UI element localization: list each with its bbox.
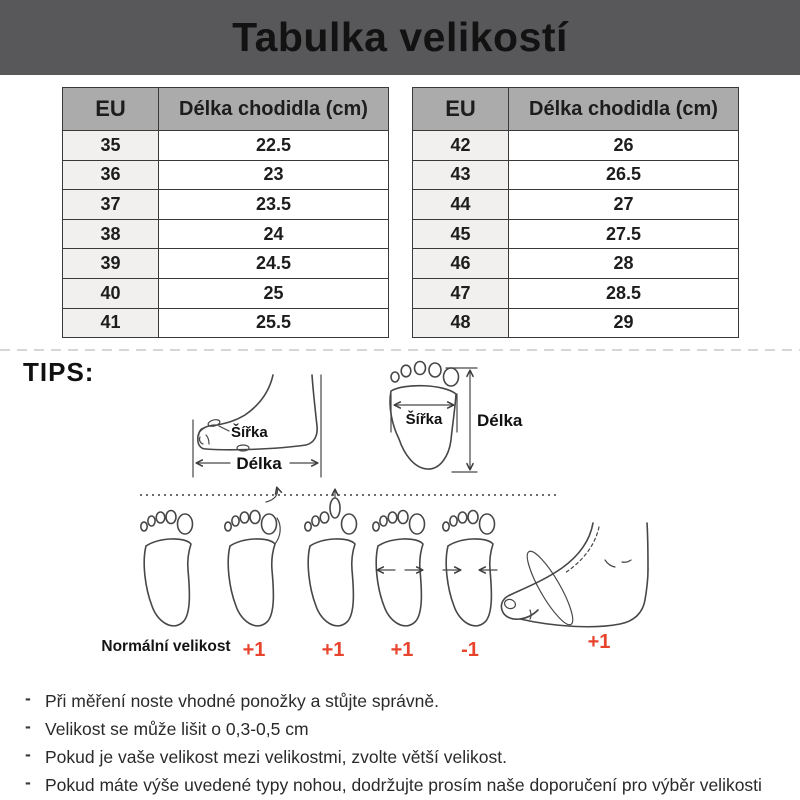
side-foot-measure-diagram bbox=[193, 375, 321, 477]
foot-type-long-second-toe bbox=[305, 490, 357, 626]
table-row bbox=[63, 219, 389, 249]
eu-size-cell: 36 bbox=[63, 160, 159, 190]
foot-type-narrow bbox=[443, 511, 497, 626]
foot-type-bunion bbox=[225, 488, 280, 626]
top-foot-measure-diagram bbox=[390, 362, 523, 473]
eu-size-cell: 38 bbox=[63, 219, 159, 249]
table-row bbox=[413, 160, 739, 190]
table-row bbox=[63, 131, 389, 161]
foot-type-normal bbox=[141, 511, 193, 626]
size-table-eu-35-41 bbox=[62, 87, 389, 338]
column-header-foot-length: Délka chodidla (cm) bbox=[159, 88, 389, 131]
page-title: Tabulka velikostí bbox=[232, 14, 568, 60]
foot-type-label-plus1: +1 bbox=[321, 639, 345, 661]
foot-length-cell: 24.5 bbox=[159, 249, 389, 279]
foot-length-cell: 25.5 bbox=[159, 308, 389, 338]
table-row bbox=[413, 308, 739, 338]
note-item: - Při měření noste vhodné ponožky a stůjte správně. bbox=[24, 692, 786, 711]
foot-length-cell: 23 bbox=[159, 160, 389, 190]
note-item: - Pokud máte výše uvedené typy nohou, dodržujte prosím naše doporučení pro výběr velikosti bbox=[24, 776, 786, 795]
foot-length-cell: 29 bbox=[509, 308, 739, 338]
eu-size-cell: 41 bbox=[63, 308, 159, 338]
foot-type-label-normal: Normální velikost bbox=[101, 638, 231, 655]
eu-size-cell: 44 bbox=[413, 190, 509, 220]
eu-size-cell: 43 bbox=[413, 160, 509, 190]
eu-size-cell: 39 bbox=[63, 249, 159, 279]
top-width-label: Šířka bbox=[405, 411, 443, 428]
column-header-eu: EU bbox=[413, 88, 509, 131]
eu-size-cell: 47 bbox=[413, 278, 509, 308]
eu-size-cell: 42 bbox=[413, 131, 509, 161]
foot-type-label-plus1: +1 bbox=[587, 631, 611, 653]
table-row bbox=[63, 160, 389, 190]
eu-size-cell: 40 bbox=[63, 278, 159, 308]
foot-length-cell: 26.5 bbox=[509, 160, 739, 190]
top-length-label: Délka bbox=[477, 411, 523, 430]
table-row bbox=[413, 249, 739, 279]
table-row bbox=[413, 131, 739, 161]
foot-length-cell: 25 bbox=[159, 278, 389, 308]
column-header-eu: EU bbox=[63, 88, 159, 131]
eu-size-cell: 46 bbox=[413, 249, 509, 279]
foot-type-wide bbox=[373, 511, 425, 626]
table-row bbox=[413, 278, 739, 308]
foot-length-cell: 23.5 bbox=[159, 190, 389, 220]
foot-length-cell: 28 bbox=[509, 249, 739, 279]
size-table-eu-42-48 bbox=[412, 87, 739, 338]
side-length-label: Délka bbox=[236, 454, 282, 473]
table-row bbox=[63, 308, 389, 338]
table-header-row bbox=[413, 88, 739, 131]
side-width-label: Šířka bbox=[231, 424, 268, 441]
size-table-body bbox=[413, 131, 739, 338]
title-banner bbox=[0, 0, 800, 75]
eu-size-cell: 45 bbox=[413, 219, 509, 249]
eu-size-cell: 35 bbox=[63, 131, 159, 161]
foot-type-label-minus1: -1 bbox=[461, 639, 479, 661]
foot-length-cell: 28.5 bbox=[509, 278, 739, 308]
tips-illustrations bbox=[0, 348, 800, 680]
table-header-row bbox=[63, 88, 389, 131]
table-row bbox=[413, 219, 739, 249]
column-header-foot-length: Délka chodidla (cm) bbox=[509, 88, 739, 131]
note-item: - Pokud je vaše velikost mezi velikostmi, zvolte větší velikost. bbox=[24, 748, 786, 767]
table-row bbox=[63, 249, 389, 279]
eu-size-cell: 37 bbox=[63, 190, 159, 220]
measurement-notes-list bbox=[24, 692, 786, 800]
table-row bbox=[63, 278, 389, 308]
foot-length-cell: 24 bbox=[159, 219, 389, 249]
table-row bbox=[63, 190, 389, 220]
size-table-body bbox=[63, 131, 389, 338]
eu-size-cell: 48 bbox=[413, 308, 509, 338]
foot-type-high-instep bbox=[501, 523, 648, 629]
foot-type-label-plus1: +1 bbox=[390, 639, 414, 661]
foot-length-cell: 26 bbox=[509, 131, 739, 161]
foot-length-cell: 22.5 bbox=[159, 131, 389, 161]
foot-length-cell: 27 bbox=[509, 190, 739, 220]
note-item: - Velikost se může lišit o 0,3-0,5 cm bbox=[24, 720, 786, 739]
foot-length-cell: 27.5 bbox=[509, 219, 739, 249]
foot-type-label-plus1: +1 bbox=[242, 639, 266, 661]
tips-heading: TIPS: bbox=[23, 357, 95, 387]
table-row bbox=[413, 190, 739, 220]
